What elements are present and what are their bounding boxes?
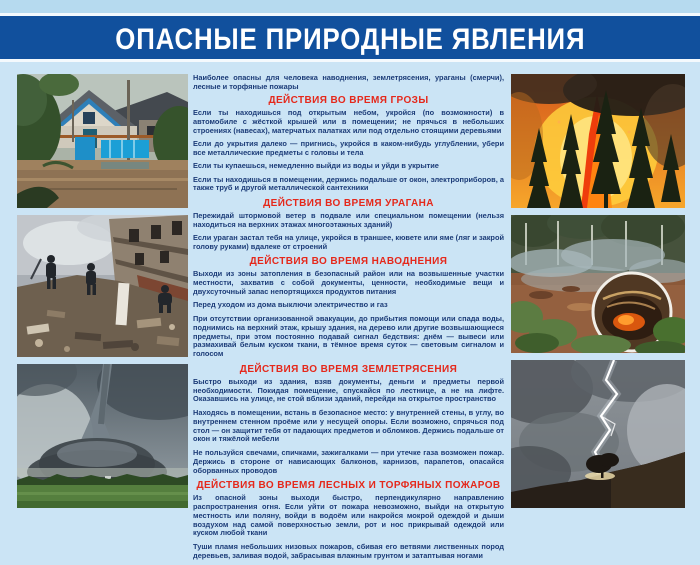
tornado-image bbox=[17, 364, 188, 508]
section-hurricane bbox=[193, 198, 504, 252]
section-earthquake bbox=[193, 364, 504, 476]
instruction-paragraph: Если ураган застал тебя на улице, укройся в траншее, кювете или яме (ляг и закрой голову руками) вдалеке от строений bbox=[193, 233, 504, 251]
left-photo-column bbox=[17, 74, 188, 515]
peat-fire-image bbox=[511, 215, 685, 353]
instruction-paragraph: Если ты находишься в помещении, держись подальше от окон, электроприборов, а также труб и другой металлической сантехники bbox=[193, 174, 504, 193]
instruction-paragraph: Если до укрытия далеко — пригнись, укройся в каком-нибудь углублении, убери все металлические предметы с головы и тела bbox=[193, 138, 504, 157]
section-heading-thunderstorm: ДЕЙСТВИЯ ВО ВРЕМЯ ГРОЗЫ bbox=[268, 94, 429, 106]
section-heading-flood: ДЕЙСТВИЯ ВО ВРЕМЯ НАВОДНЕНИЯ bbox=[249, 256, 448, 268]
flood-image bbox=[17, 74, 188, 208]
instruction-paragraph: Туши пламя небольших низовых пожаров, сбивая его ветвями лиственных пород деревьев, заливая водой, забрасывая влажным грунтом и затаптывая ногами bbox=[193, 541, 504, 560]
instruction-paragraph: Быстро выходи из здания, взяв документы, деньги и предметы первой необходимости. Покидая помещение, спускайся по лестнице, а не на лифте. Оказавшись на улице, не стой вблизи зданий, перейди на открытое пространство bbox=[193, 376, 504, 404]
instruction-paragraph: Находясь в помещении, встань в безопасное место: у внутренней стены, в углу, во внутреннем стенном проёме или у несущей опоры. Если возможно, спрячься под стол — он защитит тебя от падающих предметов и обломков. Держись подальше от окон и тяжёлой мебели bbox=[193, 407, 504, 444]
instruction-paragraph: Если ты находишься под открытым небом, укройся (по возможности) в автомобиле с жёсткой крышей или в помещении; не прячься в небольших строениях (навесах), матерчатых палатках или под отдельно стоящими деревьями bbox=[193, 107, 504, 135]
forest-fire-image bbox=[511, 74, 685, 208]
instruction-paragraph: Выходи из зоны затопления в безопасный район или на возвышенные участки местности, захватив с собой документы, ценности, необходимые вещи и двухсуточный запас непортящихся продуктов питания bbox=[193, 269, 504, 296]
lightning-image bbox=[511, 360, 685, 508]
instruction-paragraph: Не пользуйся свечами, спичками, зажигалками — при утечке газа возможен пожар. Держись в стороне от нависающих балконов, карнизов, парапетов, опасайся оборванных проводов bbox=[193, 447, 504, 475]
instruction-paragraph: Перед уходом из дома выключи электричество и газ bbox=[193, 300, 388, 310]
instruction-paragraph: Пережидай штормовой ветер в подвале или специальном помещении (нельзя находиться на верхних этажах многоэтажных зданий) bbox=[193, 210, 504, 229]
section-heading-wildfire: ДЕЙСТВИЯ ВО ВРЕМЯ ЛЕСНЫХ И ТОРФЯНЫХ ПОЖАРОВ bbox=[196, 479, 501, 491]
earthquake-image bbox=[17, 215, 188, 357]
forest-fire-photo bbox=[511, 74, 685, 208]
poster-title: ОПАСНЫЕ ПРИРОДНЫЕ ЯВЛЕНИЯ bbox=[114, 22, 586, 56]
section-heading-earthquake: ДЕЙСТВИЯ ВО ВРЕМЯ ЗЕМЛЕТРЯСЕНИЯ bbox=[239, 363, 458, 375]
instruction-paragraph: Если ты купаешься, немедленно выйди из воды и уйди в укрытие bbox=[193, 161, 439, 171]
earthquake-photo bbox=[17, 215, 188, 357]
instructions-column bbox=[193, 74, 504, 565]
intro-text: Наиболее опасны для человека наводнения, землетрясения, ураганы (смерчи), лесные и торфяные пожары bbox=[193, 73, 504, 91]
banner-bottom-line bbox=[0, 59, 700, 62]
instruction-paragraph: Из опасной зоны выходи быстро, перпендикулярно направлению распространения огня. Если уйти от пожара невозможно, выйди на открытую местность или поляну, войди в водоём или накройся мокрой одеждой и дыши воздухом над самой поверхностью земли, рот и нос прикрывай одеждой или куском любой ткани bbox=[193, 492, 504, 538]
instruction-paragraph: При отсутствии организованной эвакуации, до прибытия помощи или спада воды, поднимись на верхний этаж, крышу здания, на дерево или другие возвышающиеся предметы, при этом постоянно подавай сигнал бедствия: днём — вывеси или размахивай белым куском ткани, в тёмное время суток — световым сигналом и голосом bbox=[193, 313, 504, 359]
flood-photo bbox=[17, 74, 188, 208]
right-photo-column bbox=[511, 74, 685, 515]
top-strip bbox=[0, 0, 700, 13]
section-flood bbox=[193, 256, 504, 359]
title-banner bbox=[0, 16, 700, 59]
lightning-photo bbox=[511, 360, 685, 508]
peat-fire-photo bbox=[511, 215, 685, 353]
section-thunderstorm bbox=[193, 95, 504, 194]
section-wildfire bbox=[193, 480, 504, 561]
tornado-photo bbox=[17, 364, 188, 508]
section-heading-hurricane: ДЕЙСТВИЯ ВО ВРЕМЯ УРАГАНА bbox=[263, 197, 434, 209]
